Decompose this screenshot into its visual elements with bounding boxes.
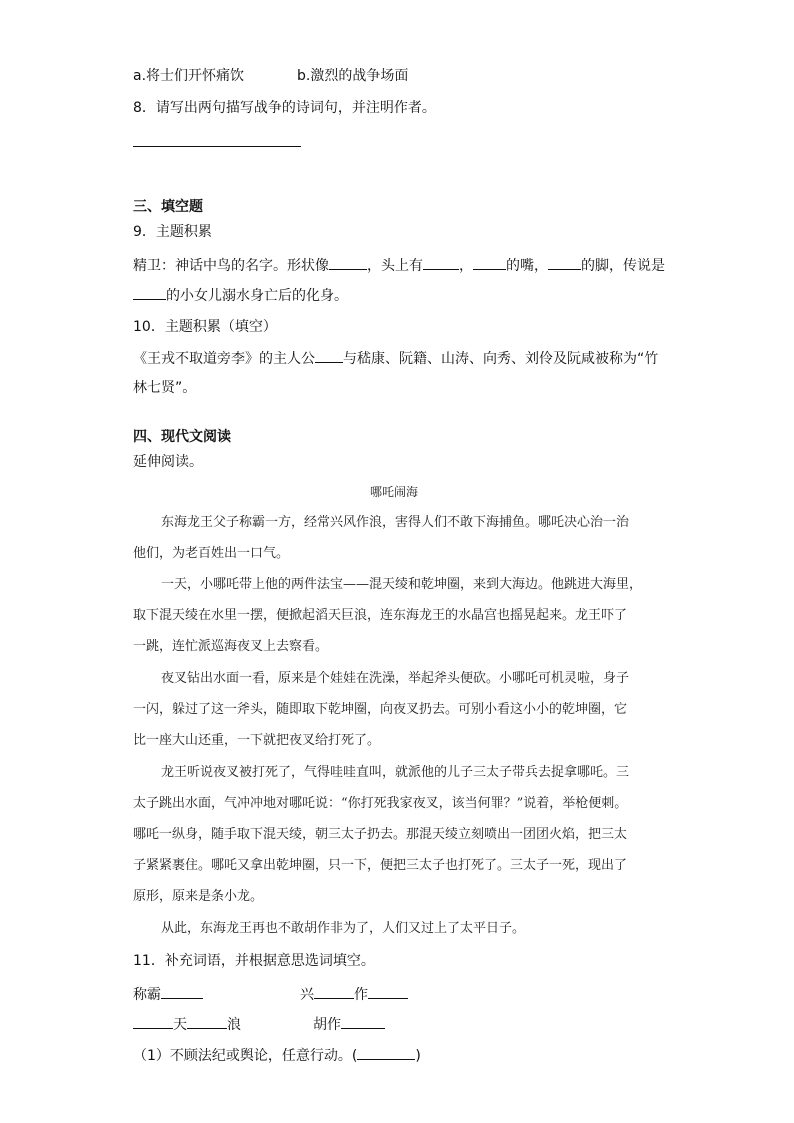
q9-text-5: 的脚，传说是 bbox=[581, 258, 665, 274]
q11-sub1-blank[interactable] bbox=[357, 1045, 415, 1060]
q11-sub1 bbox=[133, 1045, 421, 1066]
q9-text-6: 的小女儿溺水身亡后的化身。 bbox=[166, 288, 348, 304]
story-line-14: 从此，东海龙王再也不敢胡作非为了，人们又过上了太平日子。 bbox=[161, 921, 526, 936]
q11-blank-3a[interactable] bbox=[133, 1014, 173, 1029]
story-line-12: 子紧紧裹住。哪吒又拿出乾坤圈，只一下，便把三太子也打死了。三太子一死，现出了 bbox=[133, 858, 628, 873]
q11-question: 11．补充词语，并根据意思选词填空。 bbox=[133, 953, 375, 969]
story-line-1: 东海龙王父子称霸一方，经常兴风作浪，害得人们不敢下海捕鱼。哪吒决心治一治 bbox=[161, 515, 630, 530]
q11-word-2b: 作 bbox=[354, 987, 368, 1003]
story-line-13: 原形，原来是条小龙。 bbox=[133, 889, 264, 904]
q8-answer-line[interactable] bbox=[133, 146, 301, 147]
q11-word-3 bbox=[133, 1014, 241, 1035]
q9-blank-feet[interactable] bbox=[548, 255, 581, 270]
q11-blank-3b[interactable] bbox=[187, 1014, 227, 1029]
q10-text-2: 与嵇康、阮籍、山涛、向秀、刘伶及阮咸被称为“竹 bbox=[343, 351, 659, 367]
q11-blank-2b[interactable] bbox=[368, 984, 408, 999]
reading-intro: 延伸阅读。 bbox=[133, 454, 203, 470]
q10-line2: 林七贤”。 bbox=[133, 380, 197, 396]
q10-text-1: 《王戎不取道旁李》的主人公 bbox=[133, 351, 315, 367]
q9-blank-head[interactable] bbox=[423, 255, 459, 270]
q10-line1 bbox=[133, 348, 658, 369]
q9-blank-shape[interactable] bbox=[329, 255, 367, 270]
q11-blank-2a[interactable] bbox=[314, 984, 354, 999]
q11-word-2a: 兴 bbox=[300, 987, 314, 1003]
q9-text-1: 精卫：神话中鸟的名字。形状像 bbox=[133, 258, 329, 274]
q11-word-4-text: 胡作 bbox=[313, 1017, 341, 1033]
story-line-2: 他们，为老百姓出一口气。 bbox=[133, 546, 290, 561]
q9-blank-beak[interactable] bbox=[473, 255, 506, 270]
story-line-3: 一天，小哪吒带上他的两件法宝——混天绫和乾坤圈，来到大海边。他跳进大海里， bbox=[161, 577, 643, 592]
story-line-6: 夜叉钻出水面一看，原来是个娃娃在洗澡，举起斧头便砍。小哪吒可机灵啦，身子 bbox=[161, 671, 630, 686]
q11-sub1-close: ) bbox=[415, 1048, 421, 1064]
q7-option-a: a.将士们开怀痛饮 bbox=[133, 68, 245, 84]
story-line-10: 太子跳出水面，气冲冲地对哪吒说：“你打死我家夜叉，该当何罪？”说着，举枪便刺。 bbox=[133, 796, 628, 811]
story-line-4: 取下混天绫在水里一摆，便掀起滔天巨浪，连东海龙王的水晶宫也摇晃起来。龙王吓了 bbox=[133, 608, 628, 623]
q11-word-4 bbox=[313, 1014, 385, 1035]
q11-word-1 bbox=[133, 984, 203, 1005]
story-line-7: 一闪，躲过了这一斧头，随即取下乾坤圈，向夜叉扔去。可别小看这小小的乾坤圈，它 bbox=[133, 702, 628, 717]
q11-blank-1[interactable] bbox=[161, 984, 203, 999]
q9-blank-father[interactable] bbox=[133, 285, 166, 300]
q9-line1 bbox=[133, 255, 665, 276]
q11-blank-4[interactable] bbox=[341, 1014, 385, 1029]
q11-word-2 bbox=[300, 984, 408, 1005]
q8-question: 8．请写出两句描写战争的诗词句，并注明作者。 bbox=[133, 100, 436, 116]
q9-text-3: ， bbox=[459, 258, 473, 274]
q11-sub1-text: （1）不顾法纪或舆论，任意行动。( bbox=[133, 1048, 358, 1064]
q7-option-b: b.激烈的战争场面 bbox=[297, 68, 409, 84]
story-line-5: 一跳，连忙派巡海夜叉上去察看。 bbox=[133, 639, 329, 654]
q11-word-1-text: 称霸 bbox=[133, 987, 161, 1003]
q11-word-3b: 浪 bbox=[227, 1017, 241, 1033]
story-line-8: 比一座大山还重，一下就把夜叉给打死了。 bbox=[133, 733, 381, 748]
section3-title: 三、填空题 bbox=[133, 199, 203, 215]
story-line-9: 龙王听说夜叉被打死了，气得哇哇直叫，就派他的儿子三太子带兵去捉拿哪吒。三 bbox=[161, 765, 630, 780]
q9-line2 bbox=[133, 285, 348, 306]
q9-label: 9．主题积累 bbox=[133, 224, 212, 240]
q10-blank-hero[interactable] bbox=[315, 348, 343, 363]
story-line-11: 哪吒一纵身，随手取下混天绫，朝三太子扔去。那混天绫立刻喷出一团团火焰，把三太 bbox=[133, 827, 628, 842]
q9-text-4: 的嘴， bbox=[506, 258, 548, 274]
story-title: 哪吒闹海 bbox=[370, 485, 419, 499]
q10-label: 10．主题积累（填空） bbox=[133, 319, 277, 335]
section4-title: 四、现代文阅读 bbox=[133, 429, 231, 445]
q9-text-2: ，头上有 bbox=[367, 258, 423, 274]
q11-word-3a: 天 bbox=[173, 1017, 187, 1033]
